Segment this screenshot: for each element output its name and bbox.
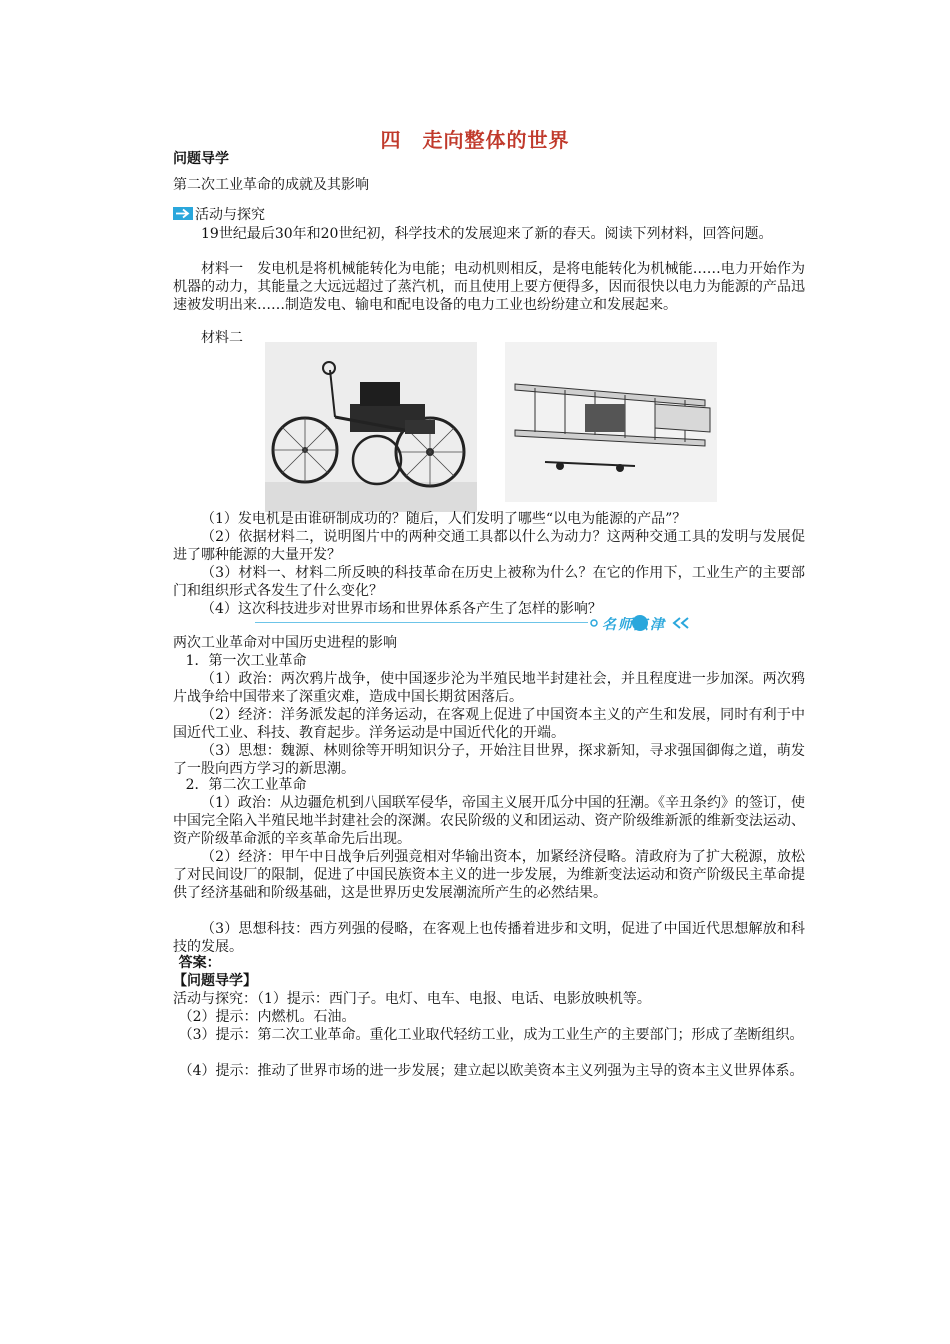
revolution-1-heading: 1．第一次工业革命 [185,653,307,669]
question-3: （3）材料一、材料二所反映的科技革命在历史上被称为什么？在它的作用下，工业生产的主要部门和组织形式各发生了什么变化？ [173,565,805,599]
answer-section-label: 【问题导学】 [173,973,257,989]
answer-1: 活动与探究：（1）提示：西门子。电灯、电车、电报、电话、电影放映机等。 [173,991,651,1007]
section-label: 问题导学 [173,151,229,167]
revolution-1-politics: （1）政治：两次鸦片战争，使中国逐步沦为半殖民地半封建社会，并且程度进一步加深。两次鸦片战争给中国带来了深重灾难，造成中国长期贫困落后。 [173,671,805,705]
revolution-1-thought: （3）思想：魏源、林则徐等开明知识分子，开始注目世界，探求新知，寻求强国御侮之道，萌发了一股向西方学习的新思潮。 [173,743,805,777]
revolution-1-economy: （2）经济：洋务派发起的洋务运动，在客观上促进了中国资本主义的产生和发展，同时有利于中国近代工业、科技、教育起步。洋务运动是中国近代化的开端。 [173,707,805,741]
topic-heading-1: 第二次工业革命的成就及其影响 [173,177,369,193]
benz-motorwagen-image [265,342,477,512]
topic-heading-2: 两次工业革命对中国历史进程的影响 [173,635,397,651]
revolution-2-thought: （3）思想科技：西方列强的侵略，在客观上也传播着进步和文明，促进了中国近代思想解放和科技的发展。 [173,921,805,955]
answer-3: （3）提示：第二次工业革命。重化工业取代轻纺工业，成为工业生产的主要部门；形成了垄断组织。 [178,1027,804,1043]
question-4: （4）这次科技进步对世界市场和世界体系各产生了怎样的影响？ [201,601,602,617]
revolution-2-economy: （2）经济：甲午中日战争后列强竞相对华输出资本，加紧经济侵略。清政府为了扩大税源，放松了对民间设厂的限制，促进了中国民族资本主义的进一步发展，为维新变法运动和资产阶级民主革命提供了经济基础和阶级基础，这是世界历史发展潮流所产生的必然结果。 [173,849,805,901]
revolution-2-politics: （1）政治：从边疆危机到八国联军侵华，帝国主义展开瓜分中国的狂潮。《辛丑条约》的签订，使中国完全陷入半殖民地半封建社会的深渊。农民阶级的义和团运动、资产阶级维新派的维新变法运动、资产阶级革命派的辛亥革命先后出现。 [173,795,805,847]
page-title: 四 走向整体的世界 [380,128,570,152]
section-divider [255,622,588,623]
wright-flyer-image [505,342,717,502]
question-2: （2）依据材料二，说明图片中的两种交通工具都以什么为动力？这两种交通工具的发明与发展促进了哪种能源的大量开发？ [173,529,805,563]
activity-label: 活动与探究 [195,207,265,223]
question-1: （1）发电机是由谁研制成功的？随后，人们发明了哪些“以电为能源的产品”？ [201,511,687,527]
car-illustration [265,342,477,512]
revolution-2-heading: 2．第二次工业革命 [185,777,307,793]
activity-heading [173,206,805,224]
material-2-label: 材料二 [201,330,243,346]
answer-label: 答案： [178,955,221,971]
badge-label: 名师点津 [602,617,666,633]
teacher-tips-badge [588,613,698,633]
answer-2: （2）提示：内燃机。石油。 [178,1009,356,1025]
intro-paragraph: 19世纪最后30年和20世纪初，科学技术的发展迎来了新的春天。阅读下列材料，回答问题。 [201,226,773,242]
material-1: 材料一 发电机是将机械能转化为电能；电动机则相反，是将电能转化为机械能……电力开始作为机器的动力，其能量之大远远超过了蒸汽机，而且使用上要方便得多，因而很快以电力为能源的产品迅速被发明出来……制造发电、输电和配电设备的电力工业也纷纷建立和发展起来。 [173,261,805,313]
airplane-illustration [505,342,717,502]
arrow-icon [173,207,193,220]
answer-4: （4）提示：推动了世界市场的进一步发展；建立起以欧美资本主义列强为主导的资本主义世界体系。 [178,1063,804,1079]
